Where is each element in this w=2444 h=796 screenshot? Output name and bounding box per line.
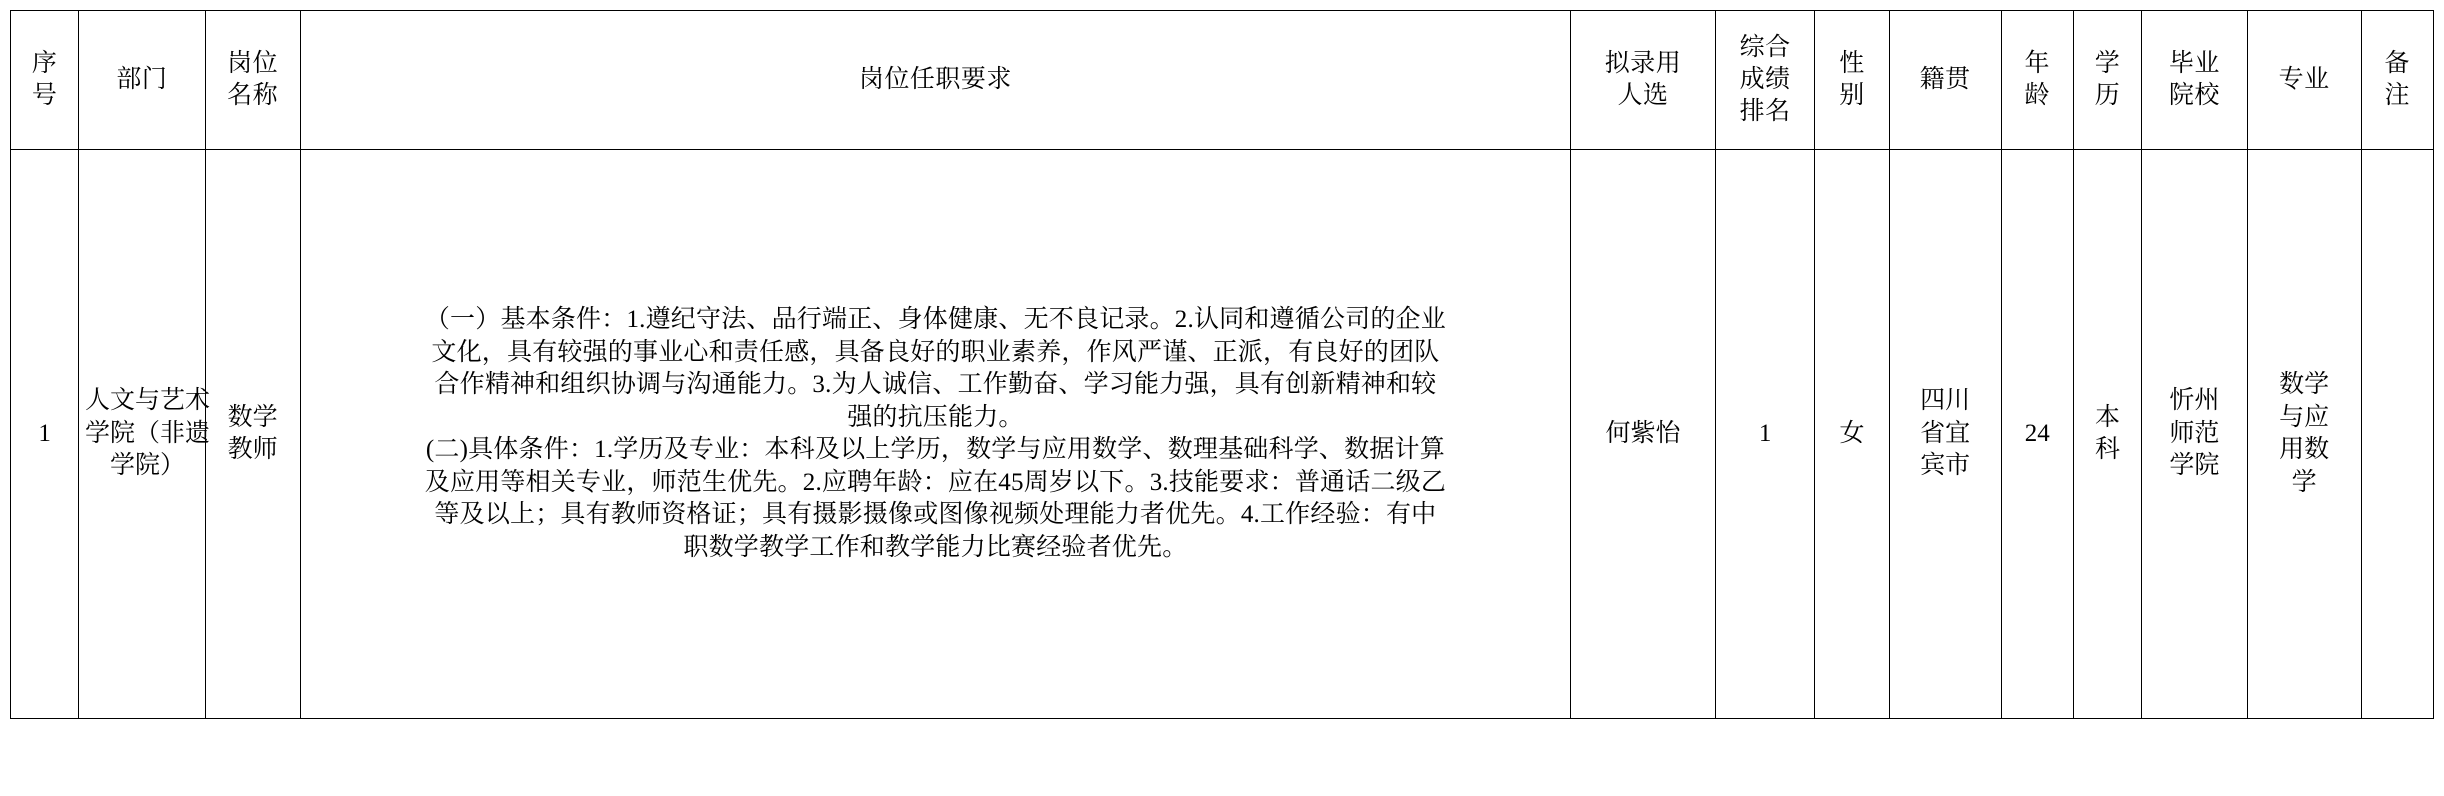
cell-age-value: 24	[2024, 419, 2050, 447]
column-header-age	[2001, 11, 2073, 150]
cell-gender	[1815, 150, 1889, 719]
column-header-hometown	[1889, 11, 2001, 150]
requirements-line: (二)具体条件：1.学历及专业：本科及以上学历，数学与应用数学、数理基础科学、数据计算	[425, 436, 1445, 463]
cell-school	[2142, 150, 2248, 719]
column-header-requirements-label: 岗位任职要求	[858, 66, 1012, 93]
cell-candidate-value: 何紫怡	[1605, 419, 1681, 447]
column-header-seq	[11, 11, 79, 150]
column-header-hometown-label: 籍贯	[1919, 66, 1971, 93]
cell-rank-value: 1	[1758, 419, 1772, 447]
requirements-line: 强的抗压能力。	[847, 403, 1024, 431]
cell-seq-value: 1	[38, 419, 51, 447]
cell-requirements	[300, 150, 1570, 719]
cell-education-value: 本科	[2095, 403, 2121, 463]
cell-position-value: 数学教师	[227, 403, 278, 463]
cell-major-value: 数学与应用数学	[2279, 371, 2330, 496]
recruitment-results-table	[10, 10, 2434, 719]
column-header-rank-label: 综合成绩排名	[1739, 34, 1791, 125]
cell-gender-value: 女	[1839, 419, 1865, 447]
cell-age	[2001, 150, 2073, 719]
column-header-seq-label: 序号	[31, 50, 58, 109]
cell-rank	[1715, 150, 1814, 719]
column-header-position	[205, 11, 300, 150]
cell-major	[2247, 150, 2361, 719]
column-header-age-label: 年龄	[2024, 50, 2050, 109]
cell-education	[2073, 150, 2141, 719]
requirements-line: 等及以上；具有教师资格证；具有摄影摄像或图像视频处理能力者优先。4.工作经验：有中	[434, 501, 1437, 528]
column-header-position-label: 岗位名称	[227, 50, 279, 109]
requirements-line: 合作精神和组织协调与沟通能力。3.为人诚信、工作勤奋、学习能力强，具有创新精神和较	[434, 371, 1437, 398]
column-header-department	[79, 11, 205, 150]
column-header-remark	[2361, 11, 2434, 150]
cell-hometown-value: 四川省宜宾市	[1920, 387, 1971, 480]
column-header-education-label: 学历	[2094, 50, 2121, 109]
table-header-row	[11, 11, 2434, 150]
column-header-education	[2073, 11, 2141, 150]
column-header-school-label: 毕业院校	[2168, 50, 2220, 109]
requirements-line: 及应用等相关专业，师范生优先。2.应聘年龄：应在45周岁以下。3.技能要求：普通话二级乙	[424, 468, 1447, 496]
cell-candidate	[1571, 150, 1716, 719]
column-header-rank	[1715, 11, 1814, 150]
cell-position	[205, 150, 300, 719]
column-header-gender	[1815, 11, 1889, 150]
table-row	[11, 150, 2434, 719]
cell-remark	[2361, 150, 2434, 719]
column-header-candidate-label: 拟录用人选	[1604, 50, 1682, 109]
column-header-candidate	[1571, 11, 1716, 150]
cell-hometown	[1889, 150, 2001, 719]
cell-department-value: 人文与艺术学院（非遗学院）	[85, 387, 211, 480]
column-header-school	[2142, 11, 2248, 150]
cell-department	[79, 150, 211, 719]
column-header-major	[2247, 11, 2361, 150]
column-header-department-label: 部门	[116, 66, 168, 93]
column-header-gender-label: 性别	[1839, 50, 1865, 109]
column-header-remark-label: 备注	[2384, 50, 2410, 109]
column-header-major-label: 专业	[2278, 66, 2330, 93]
cell-seq	[11, 150, 79, 719]
column-header-requirements	[300, 11, 1570, 150]
cell-school-value: 忻州师范学院	[2169, 387, 2220, 480]
requirements-line: 文化，具有较强的事业心和责任感，具备良好的职业素养，作风严谨、正派，有良好的团队	[431, 338, 1440, 366]
requirements-line: （一）基本条件：1.遵纪守法、品行端正、身体健康、无不良记录。2.认同和遵循公司的企业	[424, 306, 1446, 333]
requirements-line: 职数学教学工作和教学能力比赛经验者优先。	[683, 533, 1188, 561]
